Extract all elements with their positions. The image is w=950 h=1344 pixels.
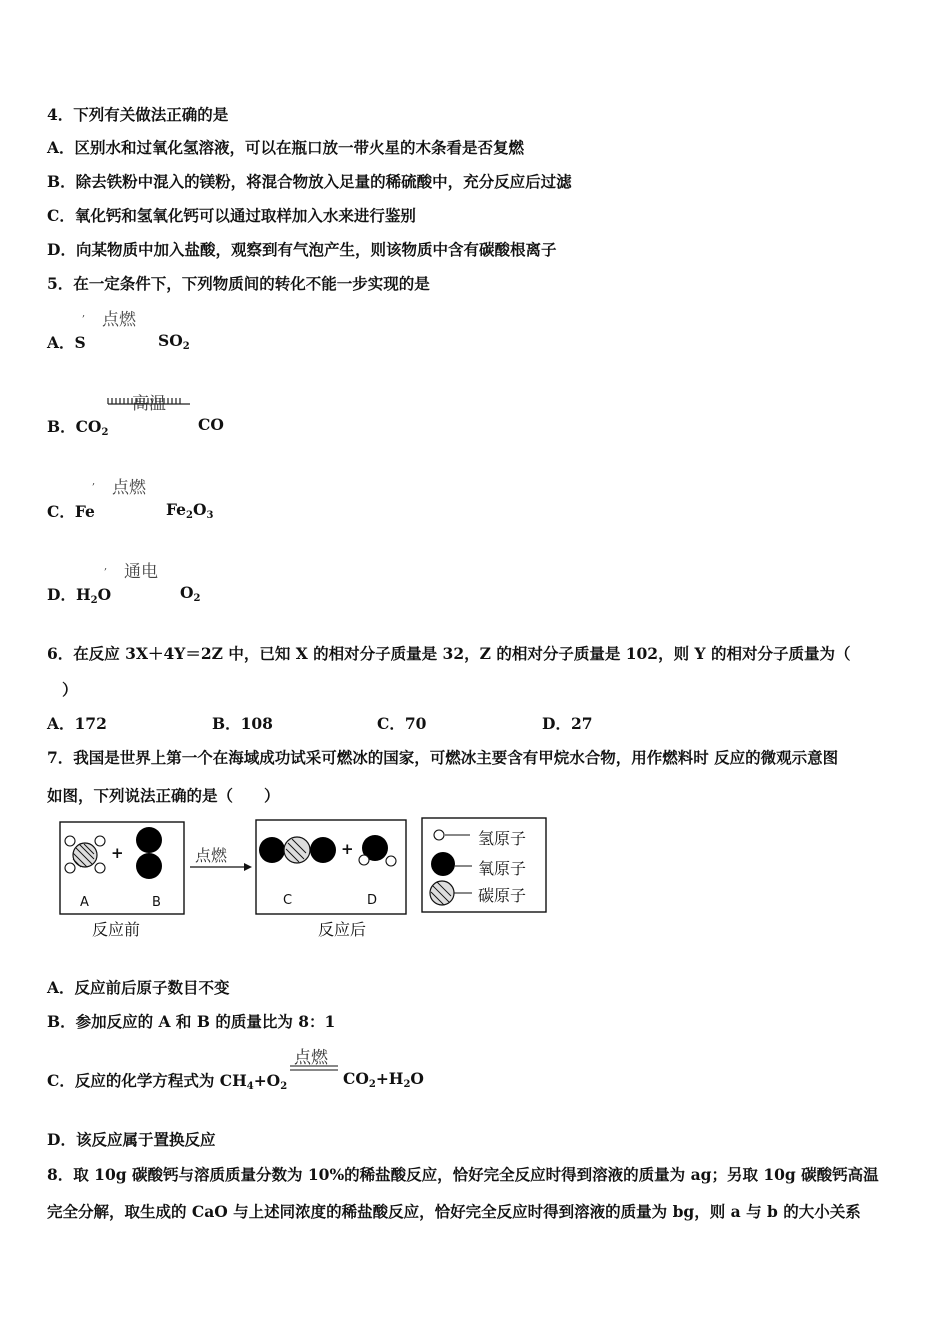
q5-b-condition: 高温 [132, 394, 166, 414]
q4-option-c: C．氧化钙和氢氧化钙可以通过取样加入水来进行鉴别 [47, 206, 416, 225]
q7-legend-carbon [430, 881, 472, 905]
q7-legend-hydrogen-label: 氢原子 [478, 829, 527, 848]
q5-d-dot: , [104, 561, 108, 572]
q7-legend-oxygen-label: 氧原子 [478, 859, 527, 878]
q5-b-product: CO [198, 415, 224, 434]
q5-c-condition: 点燃 [112, 478, 146, 498]
q6-close-paren: ） [62, 680, 78, 699]
q7-arrow-head [244, 863, 252, 871]
q8-stem-line1: 8．取 10g 碳酸钙与溶质质量分数为 10%的稀盐酸反应，恰好完全反应时得到溶液的质量为 ag；另取 10g 碳酸钙高温 [47, 1165, 879, 1184]
q5-a-condition: 点燃 [102, 310, 136, 330]
q7-c-condition: 点燃 [294, 1048, 328, 1068]
q6-option-a: A．172 [47, 714, 107, 733]
q7-option-d: D．该反应属于置换反应 [47, 1130, 216, 1149]
q5-d-condition: 通电 [124, 562, 158, 582]
q7-label-a: A [80, 895, 89, 910]
q5-option-b: B．$CO_2$ [47, 417, 109, 438]
q7-arrow-condition: 点燃 [195, 846, 228, 865]
q7-legend-oxygen [431, 852, 472, 876]
q8-stem-line2: 完全分解，取生成的 CaO 与上述同浓度的稀盐酸反应，恰好完全反应时得到溶液的质量为 bg，则 a 与 b 的大小关系 [47, 1202, 861, 1221]
q6-stem: 6．在反应 3X＋4Y＝2Z 中，已知 X 的相对分子质量是 32，Z 的相对分子质量是 102，则 Y 的相对分子质量为（ [47, 644, 851, 663]
q6-option-c: C．70 [377, 714, 427, 733]
q7-molecule-d [359, 835, 396, 866]
q4-stem: 4．下列有关做法正确的是 [47, 105, 229, 124]
q7-before-box [60, 822, 184, 914]
q4-option-d: D．向某物质中加入盐酸，观察到有气泡产生，则该物质中含有碳酸根离子 [47, 240, 557, 259]
q7-label-c: C [283, 893, 293, 908]
q7-label-b: B [152, 895, 161, 910]
q5-d-product: $O_2$ [180, 583, 201, 604]
q7-after-box [256, 820, 406, 914]
q7-plus-1: + [111, 844, 124, 862]
q5-c-dot: , [92, 476, 96, 487]
q5-c-product: $Fe_2O_3$ [166, 500, 214, 521]
q7-stem-line2: 如图，下列说法正确的是（ ） [47, 786, 280, 805]
q7-molecule-b [136, 827, 162, 879]
q7-option-c: C．反应的化学方程式为 $CH_4+O_2$ [47, 1071, 288, 1092]
q7-label-d: D [367, 893, 378, 908]
q4-option-b: B．除去铁粉中混入的镁粉，将混合物放入足量的稀硫酸中，充分反应后过滤 [47, 172, 572, 191]
q7-plus-2: + [341, 840, 354, 858]
q4-option-a: A．区别水和过氧化氢溶液，可以在瓶口放一带火星的木条看是否复燃 [47, 138, 525, 157]
q7-after-label: 反应后 [318, 920, 367, 939]
q6-option-d: D．27 [542, 714, 593, 733]
q5-option-a: A．S [47, 333, 86, 352]
q5-a-product: $SO_2$ [158, 331, 190, 352]
q5-a-dot: , [82, 308, 86, 319]
q6-option-b: B．108 [212, 714, 273, 733]
q7-c-products: $CO_2+H_2O$ [343, 1069, 424, 1090]
q5-stem: 5．在一定条件下，下列物质间的转化不能一步实现的是 [47, 274, 430, 293]
q7-option-b: B．参加反应的 A 和 B 的质量比为 8：1 [47, 1012, 336, 1031]
q7-option-a: A．反应前后原子数目不变 [47, 978, 230, 997]
q7-before-label: 反应前 [92, 920, 141, 939]
q5-option-d: D．$H_2O$ [47, 585, 112, 606]
q7-molecule-a [65, 836, 105, 873]
q7-stem-line1: 7．我国是世界上第一个在海域成功试采可燃冰的国家，可燃冰主要含有甲烷水合物，用作燃料时 反应的微观示意图 [47, 748, 839, 767]
q7-molecule-c [259, 837, 336, 863]
q7-legend-carbon-label: 碳原子 [478, 886, 527, 905]
q5-option-c: C．Fe [47, 502, 95, 521]
q7-legend-hydrogen [434, 830, 470, 840]
